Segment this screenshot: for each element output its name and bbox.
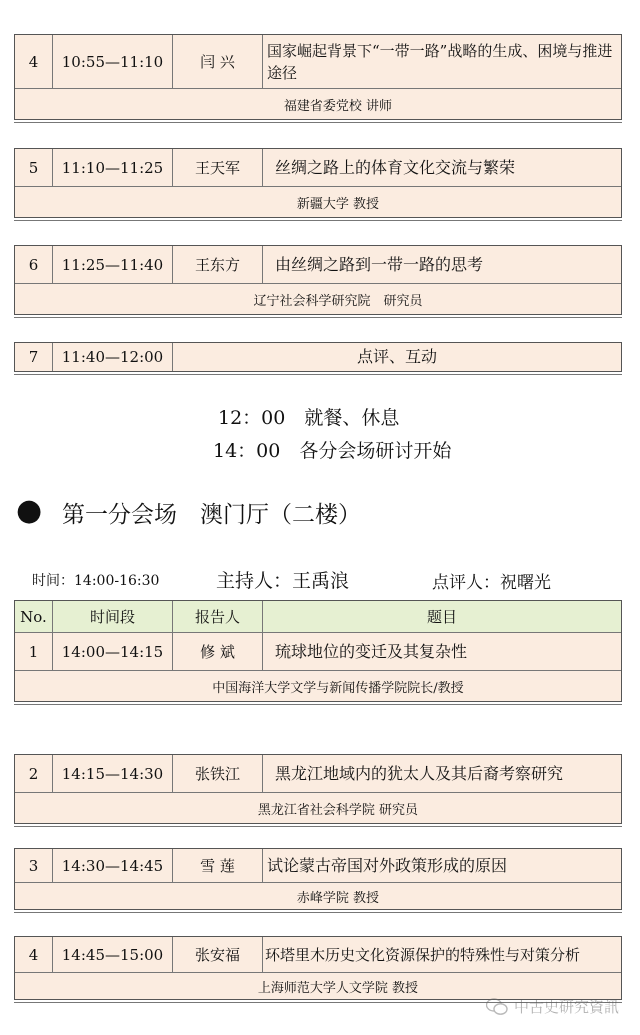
session-speaker: 雪 莲 xyxy=(173,849,263,882)
session-title: 点评、互动 xyxy=(356,347,437,366)
session-block xyxy=(14,148,622,218)
session-no: 7 xyxy=(15,343,53,371)
session-speaker: 张安福 xyxy=(173,937,263,972)
session-no: 6 xyxy=(15,246,53,283)
header-speaker: 报告人 xyxy=(173,601,263,632)
session-block xyxy=(14,754,622,824)
session-title: 国家崛起背景下“一带一路”战略的生成、困境与推进途径 xyxy=(267,41,613,82)
session-block xyxy=(14,848,622,910)
watermark xyxy=(486,996,619,1017)
session-time: 14:15—14:30 xyxy=(53,755,173,792)
session-speaker: 修 斌 xyxy=(173,633,263,670)
session-no: 5 xyxy=(15,149,53,186)
session-affiliation: 新疆大学 教授 xyxy=(15,187,621,217)
session-title: 丝绸之路上的体育文化交流与繁荣 xyxy=(275,157,516,177)
session-title: 试论蒙古帝国对外政策形成的原因 xyxy=(267,855,508,875)
session-title: 黑龙江地域内的犹太人及其后裔考察研究 xyxy=(275,763,564,783)
header-no: No. xyxy=(15,601,53,632)
session-time: 11:40—12:00 xyxy=(53,343,173,371)
session-affiliation: 辽宁社会科学研究院 研究员 xyxy=(15,284,621,314)
session-block xyxy=(14,34,622,120)
venue-bullet: ● xyxy=(16,493,43,528)
session-block xyxy=(14,936,622,1000)
session-no: 2 xyxy=(15,755,53,792)
wechat-icon xyxy=(486,998,508,1016)
host: 主持人：王禹浪 xyxy=(216,570,350,592)
session-no: 3 xyxy=(15,849,53,882)
session-time: 14:00—14:15 xyxy=(53,633,173,670)
session-affiliation: 赤峰学院 教授 xyxy=(15,883,621,909)
venue-title: 第一分会场 澳门厅（二楼） xyxy=(62,502,361,528)
session-block xyxy=(14,342,622,372)
session-table-header xyxy=(14,600,622,702)
lunch-break: 12：00 就餐、休息 xyxy=(218,407,400,429)
afternoon-start: 14：00 各分会场研讨开始 xyxy=(213,440,452,462)
session-speaker: 闫 兴 xyxy=(173,35,263,88)
session-affiliation: 中国海洋大学文学与新闻传播学院院长/教授 xyxy=(15,671,621,701)
session-time: 11:25—11:40 xyxy=(53,246,173,283)
session-title: 环塔里木历史文化资源保护的特殊性与对策分析 xyxy=(265,945,581,964)
session-time: 14:45—15:00 xyxy=(53,937,173,972)
session-no: 4 xyxy=(15,937,53,972)
session-speaker: 王天军 xyxy=(173,149,263,186)
session-affiliation: 黑龙江省社会科学院 研究员 xyxy=(15,793,621,823)
session-time: 11:10—11:25 xyxy=(53,149,173,186)
session-affiliation: 上海师范大学人文学院 教授 xyxy=(15,973,621,999)
session-speaker: 张铁江 xyxy=(173,755,263,792)
session-no: 4 xyxy=(15,35,53,88)
session-no: 1 xyxy=(15,633,53,670)
session-time: 14:30—14:45 xyxy=(53,849,173,882)
session-title: 由丝绸之路到一带一路的思考 xyxy=(275,254,484,274)
session-affiliation: 福建省委党校 讲师 xyxy=(15,89,621,119)
session-speaker: 王东方 xyxy=(173,246,263,283)
session-time: 10:55—11:10 xyxy=(53,35,173,88)
session-title: 琉球地位的变迁及其复杂性 xyxy=(275,641,468,661)
session-block xyxy=(14,245,622,315)
header-title: 题目 xyxy=(426,608,457,626)
reviewer: 点评人：祝曙光 xyxy=(432,573,551,593)
session-time-range: 时间：14:00-16:30 xyxy=(32,573,160,589)
header-time: 时间段 xyxy=(53,601,173,632)
watermark-text: 中古史研究資訊 xyxy=(514,998,620,1016)
